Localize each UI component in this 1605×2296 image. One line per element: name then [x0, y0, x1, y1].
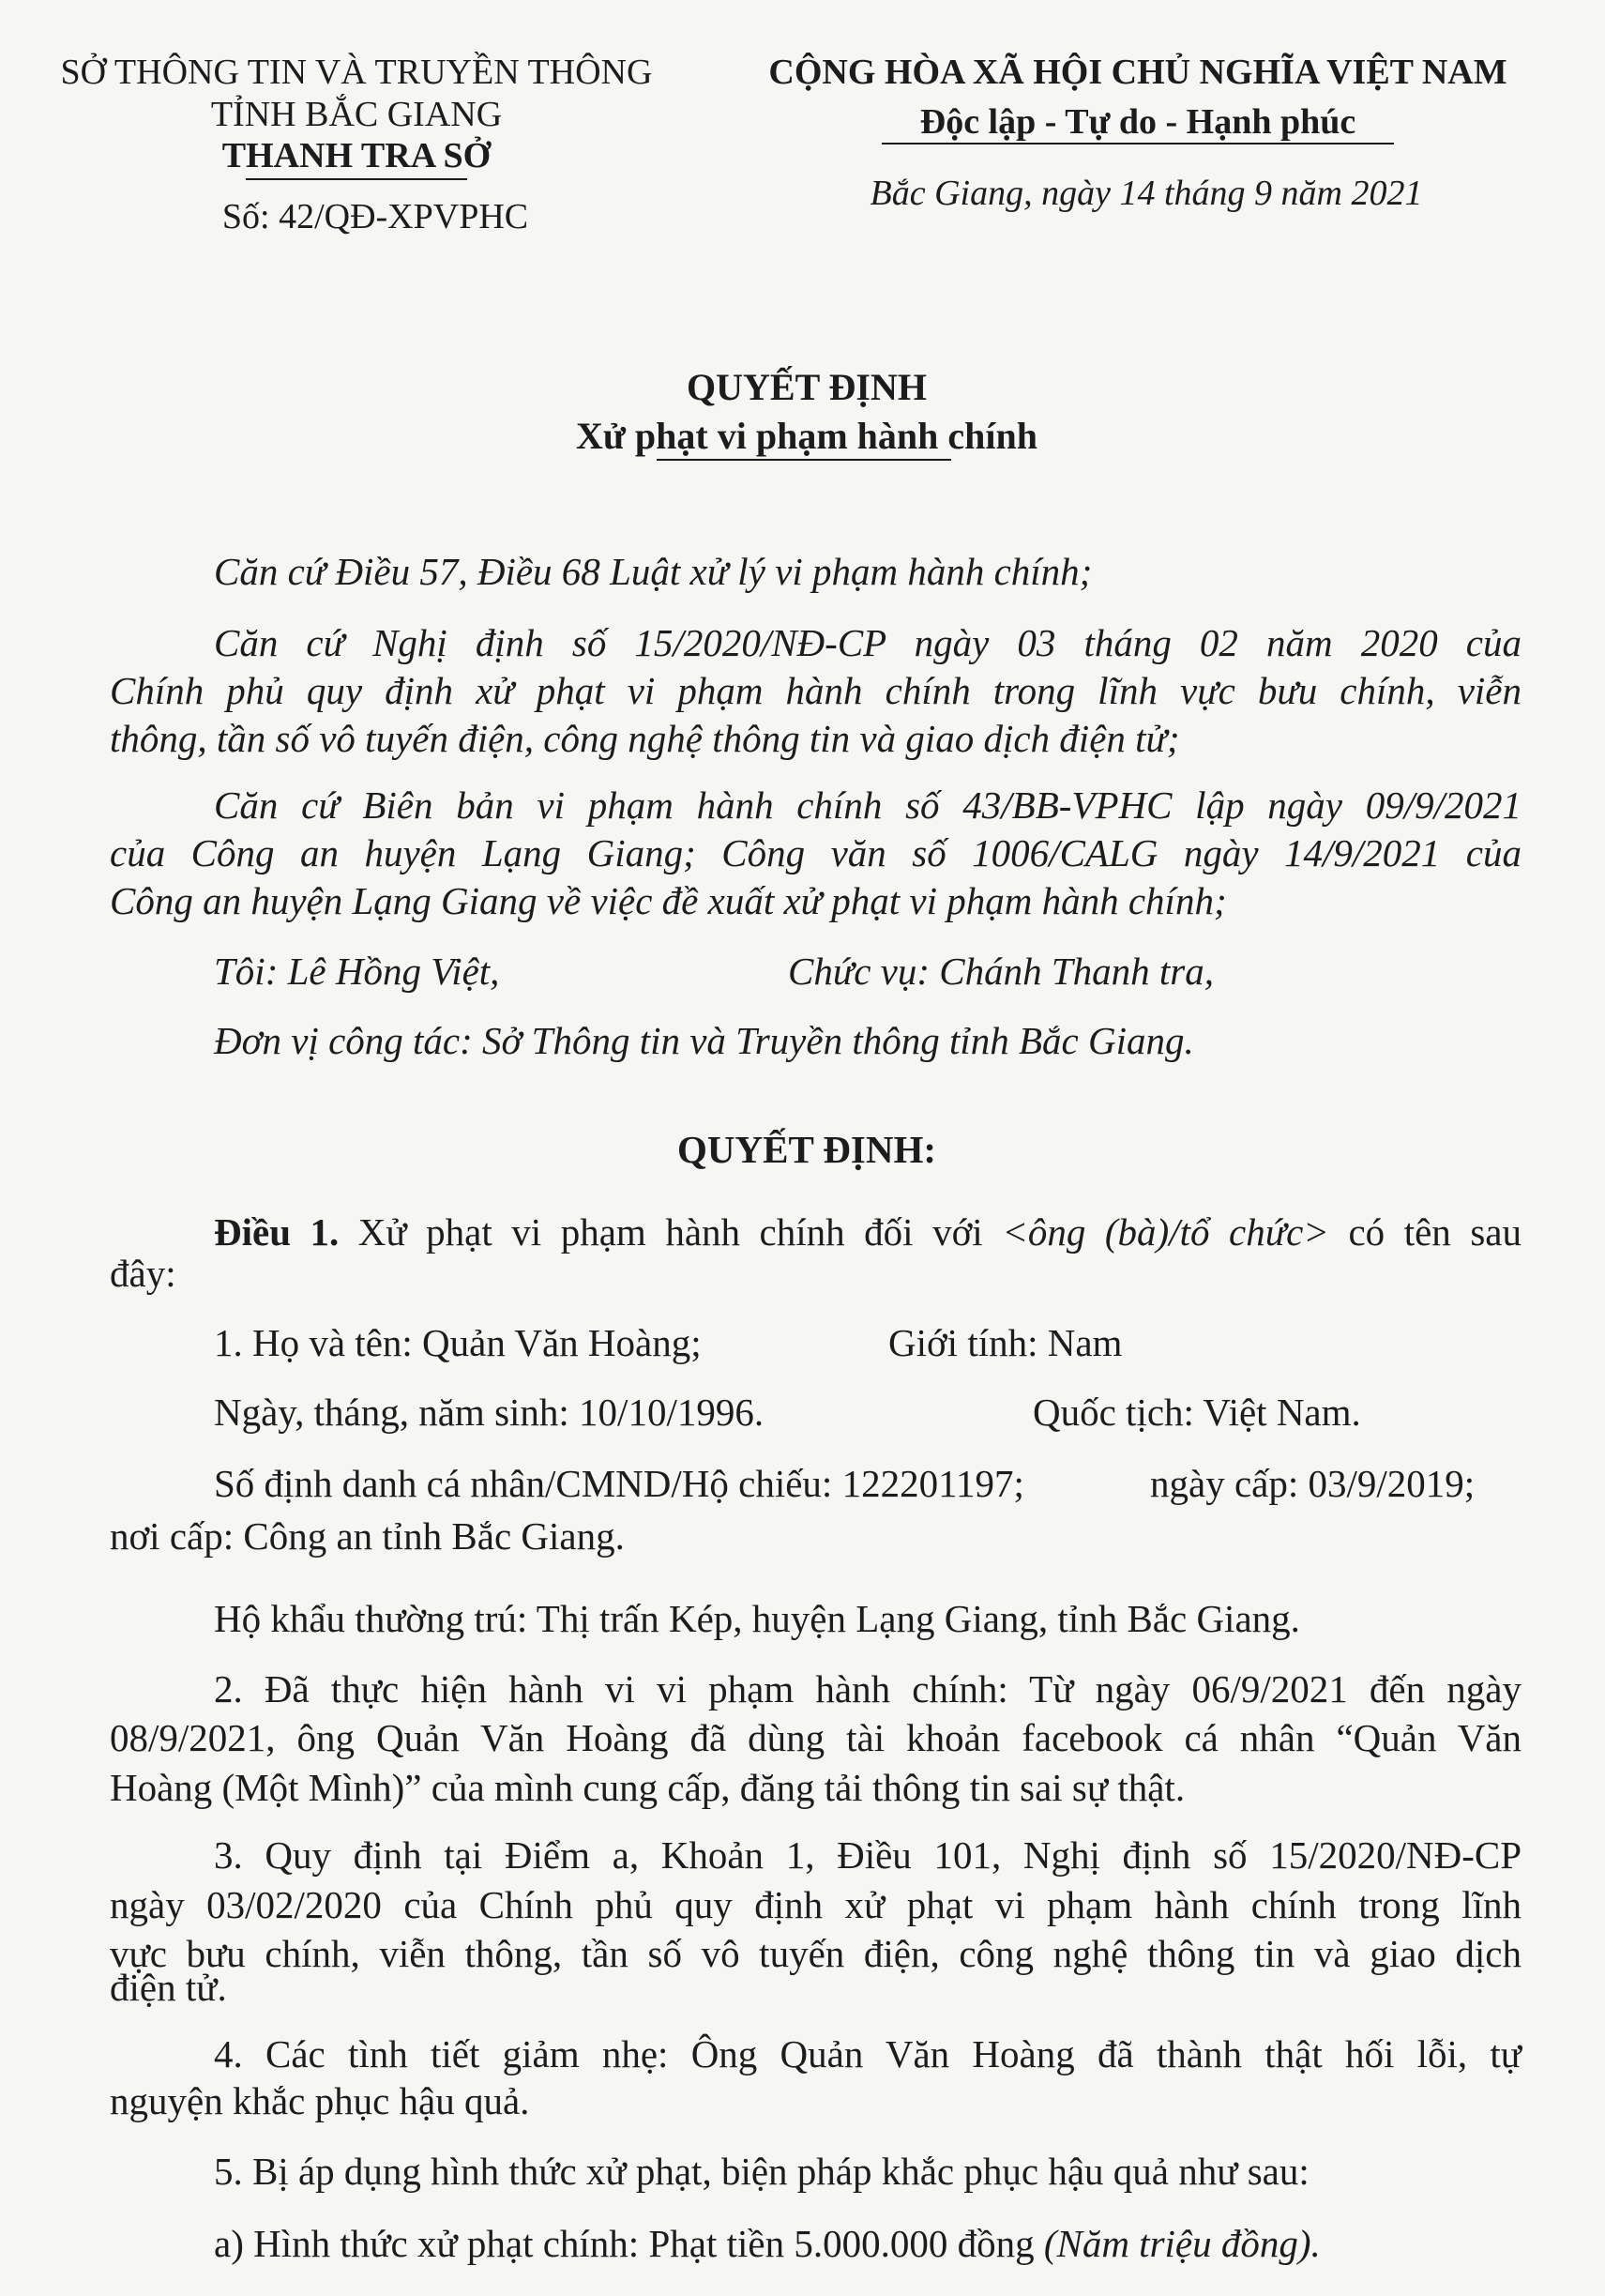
item-3-line-1: 3. Quy định tại Điểm a, Khoản 1, Điều 101, Nghị định số 15/2020/NĐ-CP	[214, 1833, 1522, 1877]
officer-position: Chức vụ: Chánh Thanh tra,	[788, 950, 1215, 993]
decision-heading: QUYẾT ĐỊNH:	[676, 1128, 937, 1171]
legal-basis-3-line-1: Căn cứ Biên bản vi phạm hành chính số 43/BB-VPHC lập ngày 09/9/2021	[214, 783, 1522, 827]
article-1-intro-line-2: đây:	[110, 1252, 176, 1295]
item-4-line-1: 4. Các tình tiết giảm nhẹ: Ông Quản Văn Hoàng đã thành thật hối lỗi, tự	[214, 2032, 1522, 2076]
decision-subtitle: Xử phạt vi phạm hành chính	[576, 415, 1037, 457]
person-dob: Ngày, tháng, năm sinh: 10/10/1996.	[214, 1391, 765, 1434]
agency-line-1: SỞ THÔNG TIN VÀ TRUYỀN THÔNG	[60, 53, 653, 92]
person-residence: Hộ khẩu thường trú: Thị trấn Kép, huyện Lạng Giang, tỉnh Bắc Giang.	[214, 1597, 1300, 1640]
officer-unit: Đơn vị công tác: Sở Thông tin và Truyền thông tỉnh Bắc Giang.	[214, 1019, 1194, 1062]
legal-basis-3-line-2: của Công an huyện Lạng Giang; Công văn số 1006/CALG ngày 14/9/2021 của	[110, 831, 1522, 874]
item-4-line-2: nguyện khắc phục hậu quả.	[110, 2079, 530, 2122]
nation-underline	[882, 143, 1394, 144]
article-1-label: Điều 1.	[214, 1210, 340, 1254]
legal-basis-3-line-3: Công an huyện Lạng Giang về việc đề xuất xử phạt vi phạm hành chính;	[110, 879, 1227, 922]
person-gender: Giới tính: Nam	[888, 1321, 1123, 1364]
person-nationality: Quốc tịch: Việt Nam.	[1033, 1391, 1361, 1434]
officer-name: Tôi: Lê Hồng Việt,	[214, 950, 500, 993]
article-1-intro-line-1: Điều 1. Xử phạt vi phạm hành chính đối với <ông (bà)/tổ chức> có tên sau	[214, 1210, 1522, 1254]
legal-basis-2-line-3: thông, tần số vô tuyến điện, công nghệ thông tin và giao dịch điện tử;	[110, 717, 1180, 760]
nation-line-2: Độc lập - Tự do - Hạnh phúc	[919, 102, 1356, 142]
item-5: 5. Bị áp dụng hình thức xử phạt, biện pháp khắc phục hậu quả như sau:	[214, 2150, 1310, 2193]
agency-line-2: TỈNH BẮC GIANG	[210, 95, 503, 134]
agency-underline	[246, 178, 467, 180]
item-3-line-4: điện tử.	[110, 1966, 227, 2009]
person-id-number: Số định danh cá nhân/CMND/Hộ chiếu: 122201197;	[214, 1462, 1024, 1505]
item-2-line-3: Hoàng (Một Mình)” của mình cung cấp, đăng tải thông tin sai sự thật.	[110, 1766, 1186, 1809]
person-name: 1. Họ và tên: Quản Văn Hoàng;	[214, 1321, 702, 1364]
legal-basis-1: Căn cứ Điều 57, Điều 68 Luật xử lý vi phạm hành chính;	[214, 550, 1093, 593]
decision-title: QUYẾT ĐỊNH	[687, 366, 927, 408]
agency-line-3: THANH TRA SỞ	[221, 136, 492, 175]
nation-line-1: CỘNG HÒA XÃ HỘI CHỦ NGHĨA VIỆT NAM	[768, 53, 1507, 92]
person-id-issue-date: ngày cấp: 03/9/2019;	[1150, 1462, 1476, 1505]
item-3-line-3: vực bưu chính, viễn thông, tần số vô tuyến điện, công nghệ thông tin và giao dịch	[110, 1932, 1522, 1975]
legal-basis-2-line-2: Chính phủ quy định xử phạt vi phạm hành chính trong lĩnh vực bưu chính, viễn	[110, 669, 1522, 712]
title-underline	[657, 459, 951, 461]
legal-basis-2-line-1: Căn cứ Nghị định số 15/2020/NĐ-CP ngày 03 tháng 02 năm 2020 của	[214, 621, 1522, 664]
person-id-issue-place: nơi cấp: Công an tỉnh Bắc Giang.	[110, 1514, 625, 1558]
item-2-line-1: 2. Đã thực hiện hành vi vi phạm hành chính: Từ ngày 06/9/2021 đến ngày	[214, 1667, 1522, 1711]
item-2-line-2: 08/9/2021, ông Quản Văn Hoàng đã dùng tài khoản facebook cá nhân “Quản Văn	[110, 1716, 1522, 1759]
item-3-line-2: ngày 03/02/2020 của Chính phủ quy định xử phạt vi phạm hành chính trong lĩnh	[110, 1883, 1522, 1926]
document-number: Số: 42/QĐ-XPVPHC	[221, 197, 529, 236]
item-5a: a) Hình thức xử phạt chính: Phạt tiền 5.000.000 đồng (Năm triệu đồng).	[214, 2222, 1321, 2265]
place-date: Bắc Giang, ngày 14 tháng 9 năm 2021	[870, 174, 1423, 213]
